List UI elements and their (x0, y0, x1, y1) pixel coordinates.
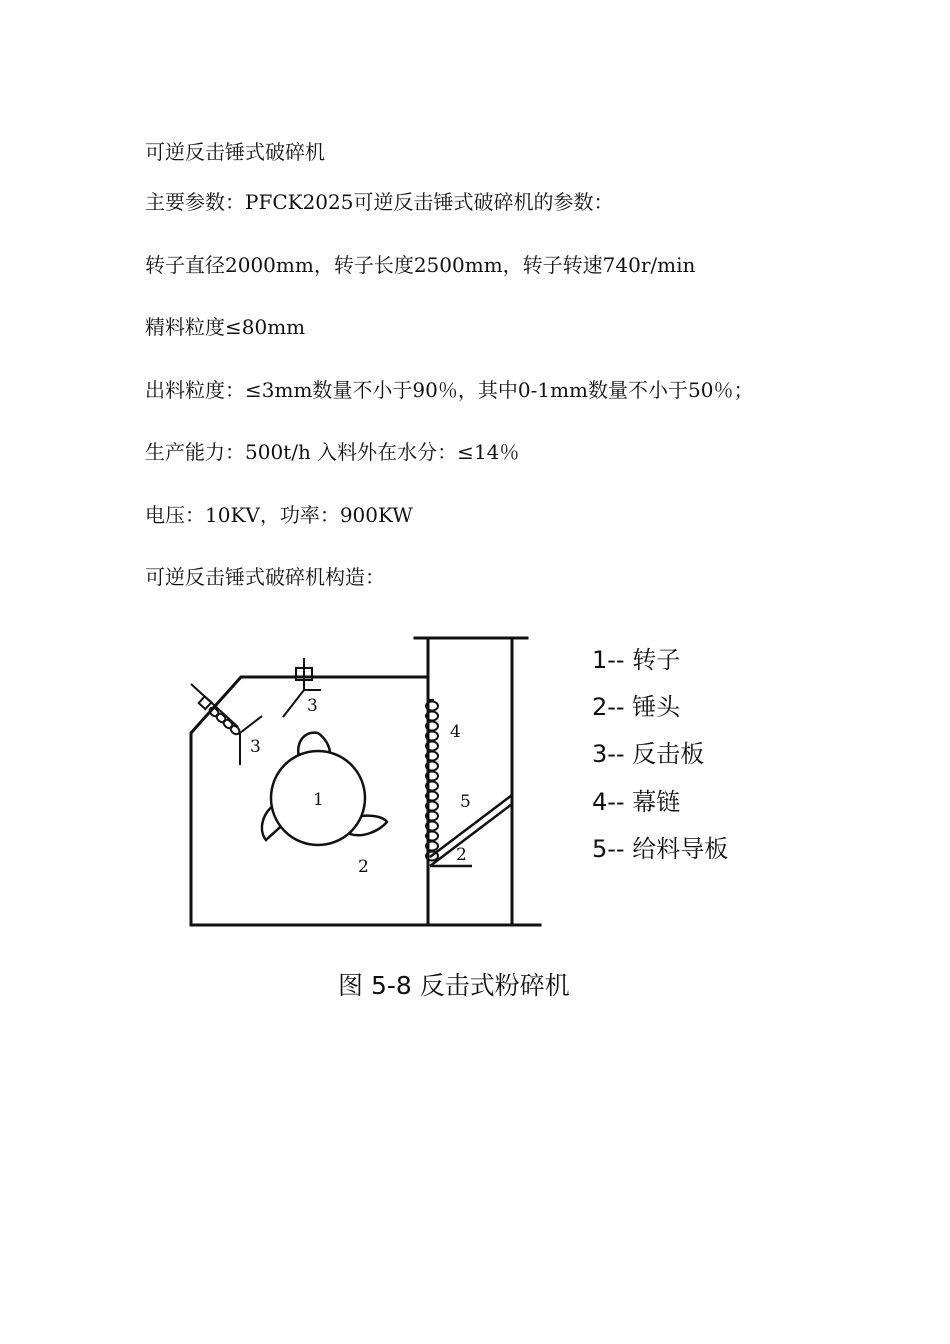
output-size: 出料粒度：≤3mm数量不小于90％，其中0-1mm数量不小于50％； (145, 378, 754, 402)
label-hammer-chute: 2 (456, 845, 467, 865)
label-hammer-bottom: 2 (358, 857, 369, 877)
feed-guide-plate (430, 795, 512, 866)
legend-hammer: 2-- 锤头 (592, 693, 681, 721)
legend-feed-guide: 5-- 给料导板 (592, 835, 729, 863)
label-plate-top: 3 (307, 696, 318, 716)
label-plate-left: 3 (250, 737, 261, 757)
feed-size: 精料粒度≤80mm (145, 315, 306, 339)
legend-impact-plate: 3-- 反击板 (592, 740, 705, 768)
label-guide: 5 (460, 792, 471, 812)
label-rotor: 1 (313, 790, 324, 810)
capacity: 生产能力：500t/h 入料外在水分：≤14％ (145, 440, 520, 464)
power: 电压：10KV，功率：900KW (145, 503, 413, 527)
rotor-specs: 转子直径2000mm，转子长度2500mm，转子转速740r/min (145, 253, 696, 277)
structure-heading: 可逆反击锤式破碎机构造： (145, 565, 385, 589)
legend-curtain-chain: 4-- 幕链 (592, 788, 681, 816)
rotor (262, 733, 387, 845)
crusher-diagram (0, 620, 950, 950)
main-params: 主要参数：PFCK2025可逆反击锤式破碎机的参数： (145, 190, 614, 214)
legend-rotor: 1-- 转子 (592, 646, 681, 674)
figure-caption: 图 5-8 反击式粉碎机 (338, 971, 570, 1000)
doc-title: 可逆反击锤式破碎机 (145, 140, 325, 164)
label-chain: 4 (450, 722, 461, 742)
